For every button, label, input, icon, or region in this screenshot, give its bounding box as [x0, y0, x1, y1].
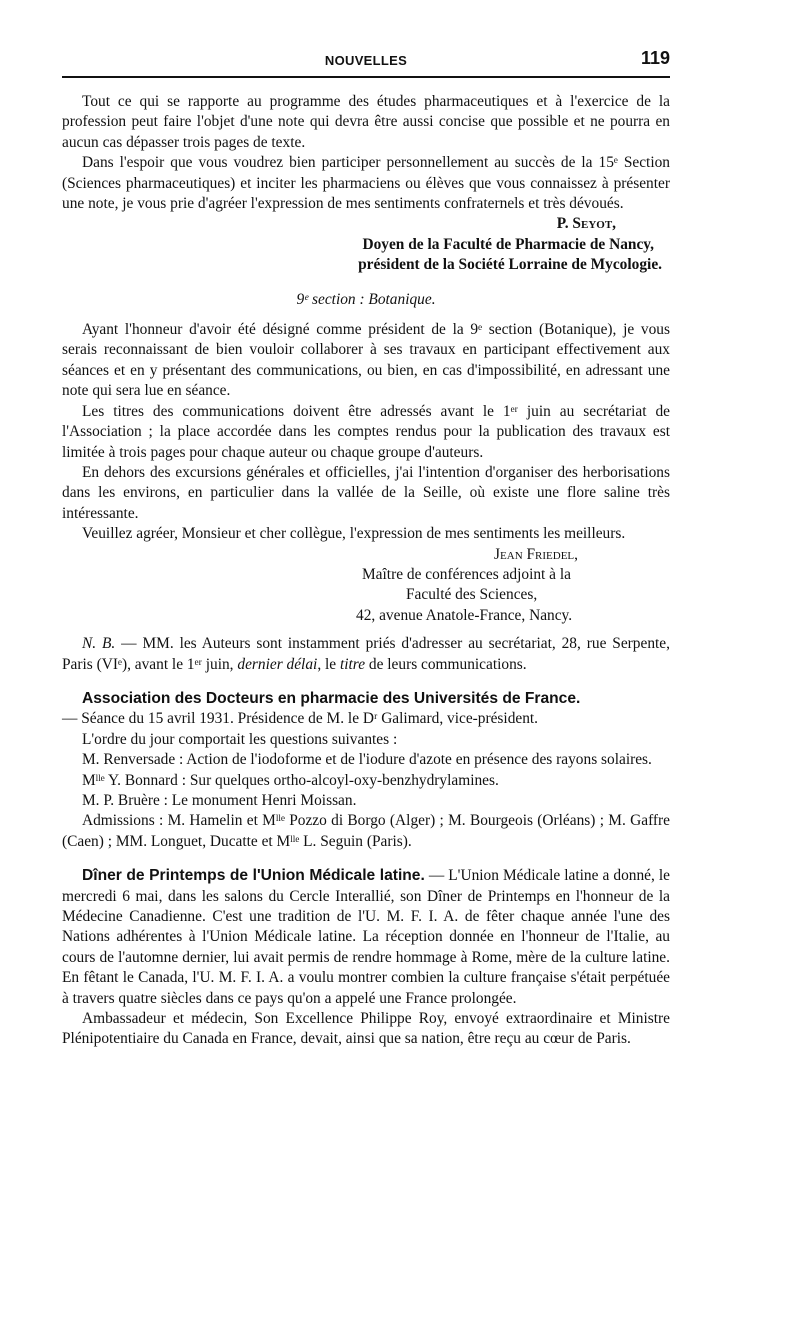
page-number: 119 [640, 48, 670, 68]
intro-signature-name: P. Seyot, [556, 215, 616, 233]
running-title: NOUVELLES [324, 53, 408, 68]
association-heading: Association des Docteurs en pharmacie des Universités de France. [82, 689, 581, 707]
nb-text-2: , le [317, 655, 340, 673]
diner-paragraph-2: Ambassadeur et médecin, Son Excellence Philippe Roy, envoyé extraordinaire et Ministre Plénipotentiaire du Canada en France, devait, ainsi que sa nation, être reçu au cœur de Paris. [62, 1010, 670, 1048]
section-9-paragraph-3: En dehors des excursions générales et officielles, j'ai l'intention d'organiser des herborisations dans les environs, en particulier dans la vallée de la Seille, où existe une flore saline très intéressante. [62, 463, 670, 522]
section-9-paragraph-2: Les titres des communications doivent être adressés avant le 1ᵉʳ juin au secrétariat de l'Association ; la place accordée dans les comptes rendus pour la publication des travaux est limitée à trois pages pour chaque auteur ou chaque groupe d'auteurs. [62, 402, 670, 461]
association-item-2: Mˡˡᵉ Y. Bonnard : Sur quelques ortho-alcoyl-oxy-benzhydrylamines. [82, 771, 499, 789]
nb-text-1: — MM. les Auteurs sont instamment priés d'adresser au secrétariat, 28, rue Serpente, Paris (VIᵉ), avant le 1ᵉʳ juin, [62, 635, 670, 673]
section-9-signature-line-2: Faculté des Sciences, [406, 586, 538, 604]
section-9-signature-line-1: Maître de conférences adjoint à la [362, 565, 571, 583]
section-9-signature-name: Jean Friedel, [494, 545, 578, 563]
header-rule [62, 76, 670, 78]
diner-paragraph-1 [62, 866, 670, 1009]
association-admissions: Admissions : M. Hamelin et Mˡˡᵉ Pozzo di Borgo (Alger) ; M. Bourgeois (Orléans) ; M. Gaffre (Caen) ; MM. Longuet, Ducatte et Mˡˡᵉ L. Seguin (Paris). [62, 812, 670, 850]
section-9-paragraph-4: Veuillez agréer, Monsieur et cher collègue, l'expression de mes sentiments les meilleurs. [82, 525, 626, 543]
section-9-paragraph-1: Ayant l'honneur d'avoir été désigné comme président de la 9ᵉ section (Botanique), je vous serais reconnaissant de bien vouloir collaborer à ses travaux en participant effectivement aux séances et en y présentant des communications, ou bien, en cas d'impossibilité, en adressant une note qui sera lue en séance. [62, 321, 670, 400]
association-heading-block [62, 689, 670, 709]
association-agenda-intro: L'ordre du jour comportait les questions suivantes : [82, 730, 398, 748]
section-9-signature-line-3: 42, avenue Anatole-France, Nancy. [356, 606, 573, 624]
intro-signature-title-1: Doyen de la Faculté de Pharmacie de Nancy, [362, 235, 654, 253]
section-9-title: 9ᵉ section : Botanique. [296, 290, 436, 308]
nb-text-3: de leurs communications. [365, 655, 527, 673]
nb-title-word: titre [339, 655, 366, 673]
intro-paragraph-1: Tout ce qui se rapporte au programme des études pharmaceutiques et à l'exercice de la profession peut faire l'objet d'une note qui devra être aussi concise que possible et ne pourra en aucun cas dépasser trois pages de texte. [62, 93, 670, 151]
diner-paragraph-1-text: — L'Union Médicale latine a donné, le mercredi 6 mai, dans les salons du Cercle Interallié, son Dîner de Printemps en l'honneur de la Médecine Canadienne. C'est une tradition de l'U. M. F. I. A. de fêter chaque année l'une des Nations adhérentes à l'Union Médicale latine. La réception donnée en l'honneur de l'Italie, au cours de l'automne dernier, lui avait permis de rendre hommage à Rome, mère de la culture latine. En fêtant le Canada, l'U. M. F. I. A. a voulu montrer combien la culture française s'était perpétuée à travers quatre siècles dans ce pays qu'on a appelé une France prolongée. [62, 867, 670, 1007]
section-9-nota-bene [62, 634, 670, 675]
association-session: — Séance du 15 avril 1931. Présidence de M. le Dʳ Galimard, vice-président. [62, 710, 539, 728]
association-item-3: M. P. Bruère : Le monument Henri Moissan. [82, 792, 357, 809]
intro-paragraph-2: Dans l'espoir que vous voudrez bien participer personnellement au succès de la 15ᵉ Section (Sciences pharmaceutiques) et inciter les pharmaciens ou élèves que vous connaissez à présenter une note, je vous prie d'agréer l'expression de mes sentiments confraternels et très dévoués. [62, 154, 670, 213]
diner-heading: Dîner de Printemps de l'Union Médicale latine. [82, 867, 425, 885]
nb-label: N. B. [82, 635, 116, 653]
association-item-1: M. Renversade : Action de l'iodoforme et de l'iodure d'azote en présence des rayons solaires. [82, 751, 652, 769]
page-header [62, 48, 670, 74]
nb-deadline: dernier délai [237, 655, 318, 673]
intro-signature-title-2: président de la Société Lorraine de Mycologie. [358, 256, 662, 274]
document-page [62, 48, 670, 1050]
